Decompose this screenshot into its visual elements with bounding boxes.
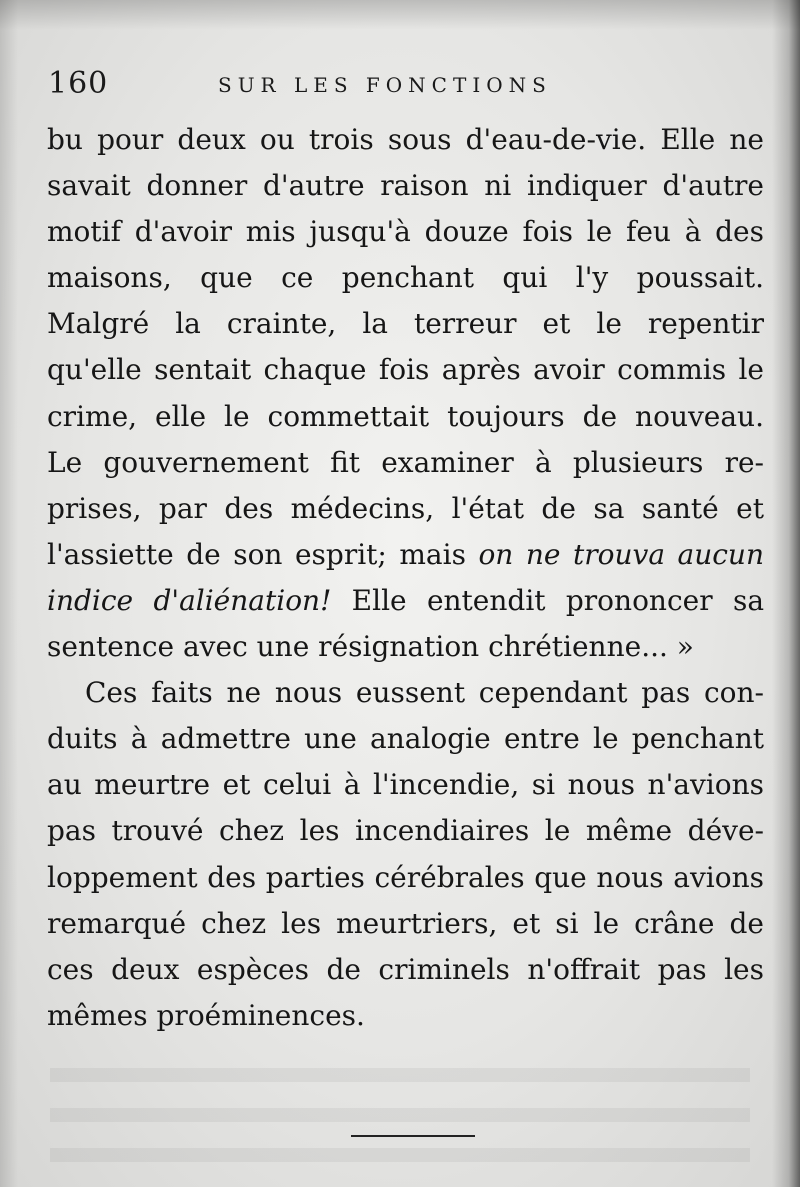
text-line-17: loppement des parties cérébrales que nous avions xyxy=(47,860,764,894)
text-line-7: crime, elle le commettait toujours de nouveau. xyxy=(47,399,764,433)
text-line-3: motif d'avoir mis jusqu'à douze fois le feu à des xyxy=(47,215,764,249)
text-line-11-plain: Elle entendit prononcer sa xyxy=(331,583,764,617)
text-line-15: au meurtre et celui à l'incendie, si nous n'avions xyxy=(47,768,764,802)
text-line-19: ces deux espèces de criminels n'offrait pas les xyxy=(47,952,764,986)
text-line-10-italic: on ne trouva aucun xyxy=(478,537,764,571)
text-line-10 xyxy=(47,532,764,578)
text-line-1: bu pour deux ou trois sous d'eau-de-vie. Elle ne xyxy=(47,123,764,156)
text-line-16: pas trouvé chez les incendiaires le même déve- xyxy=(47,814,764,848)
text-line-14: duits à admettre une analogie entre le penchant xyxy=(47,722,764,756)
page-number: 160 xyxy=(48,66,109,101)
text-line-8: Le gouvernement fit examiner à plusieurs re- xyxy=(47,445,764,479)
text-line-4: maisons, que ce penchant qui l'y poussait. xyxy=(47,261,764,295)
page-top-shadow xyxy=(0,0,800,30)
running-head: SUR LES FONCTIONS xyxy=(218,73,552,97)
page-gutter-shadow xyxy=(772,0,800,1187)
text-line-2: savait donner d'autre raison ni indiquer d'autre xyxy=(47,169,764,203)
text-line-6: qu'elle sentait chaque fois après avoir commis le xyxy=(47,353,764,387)
text-line-5: Malgré la crainte, la terreur et le repentir xyxy=(47,307,764,341)
page-header xyxy=(48,66,768,106)
text-line-11-italic: indice d'aliénation! xyxy=(47,583,332,617)
text-line-10-plain: l'assiette de son esprit; mais xyxy=(47,537,479,571)
text-line-12: sentence avec une résignation chrétienne... » xyxy=(47,630,694,664)
text-line-18: remarqué chez les meurtriers, et si le crâne de xyxy=(47,906,764,940)
text-line-13: Ces faits ne nous eussent cependant pas con- xyxy=(85,676,764,710)
body-text xyxy=(47,117,764,1039)
page-left-shadow xyxy=(0,0,18,1187)
text-line-11 xyxy=(47,578,764,624)
end-rule xyxy=(351,1135,475,1137)
text-line-20: mêmes proéminences. xyxy=(47,998,365,1032)
text-line-9: prises, par des médecins, l'état de sa santé et xyxy=(47,491,764,525)
bleed-through-text xyxy=(50,1042,750,1162)
